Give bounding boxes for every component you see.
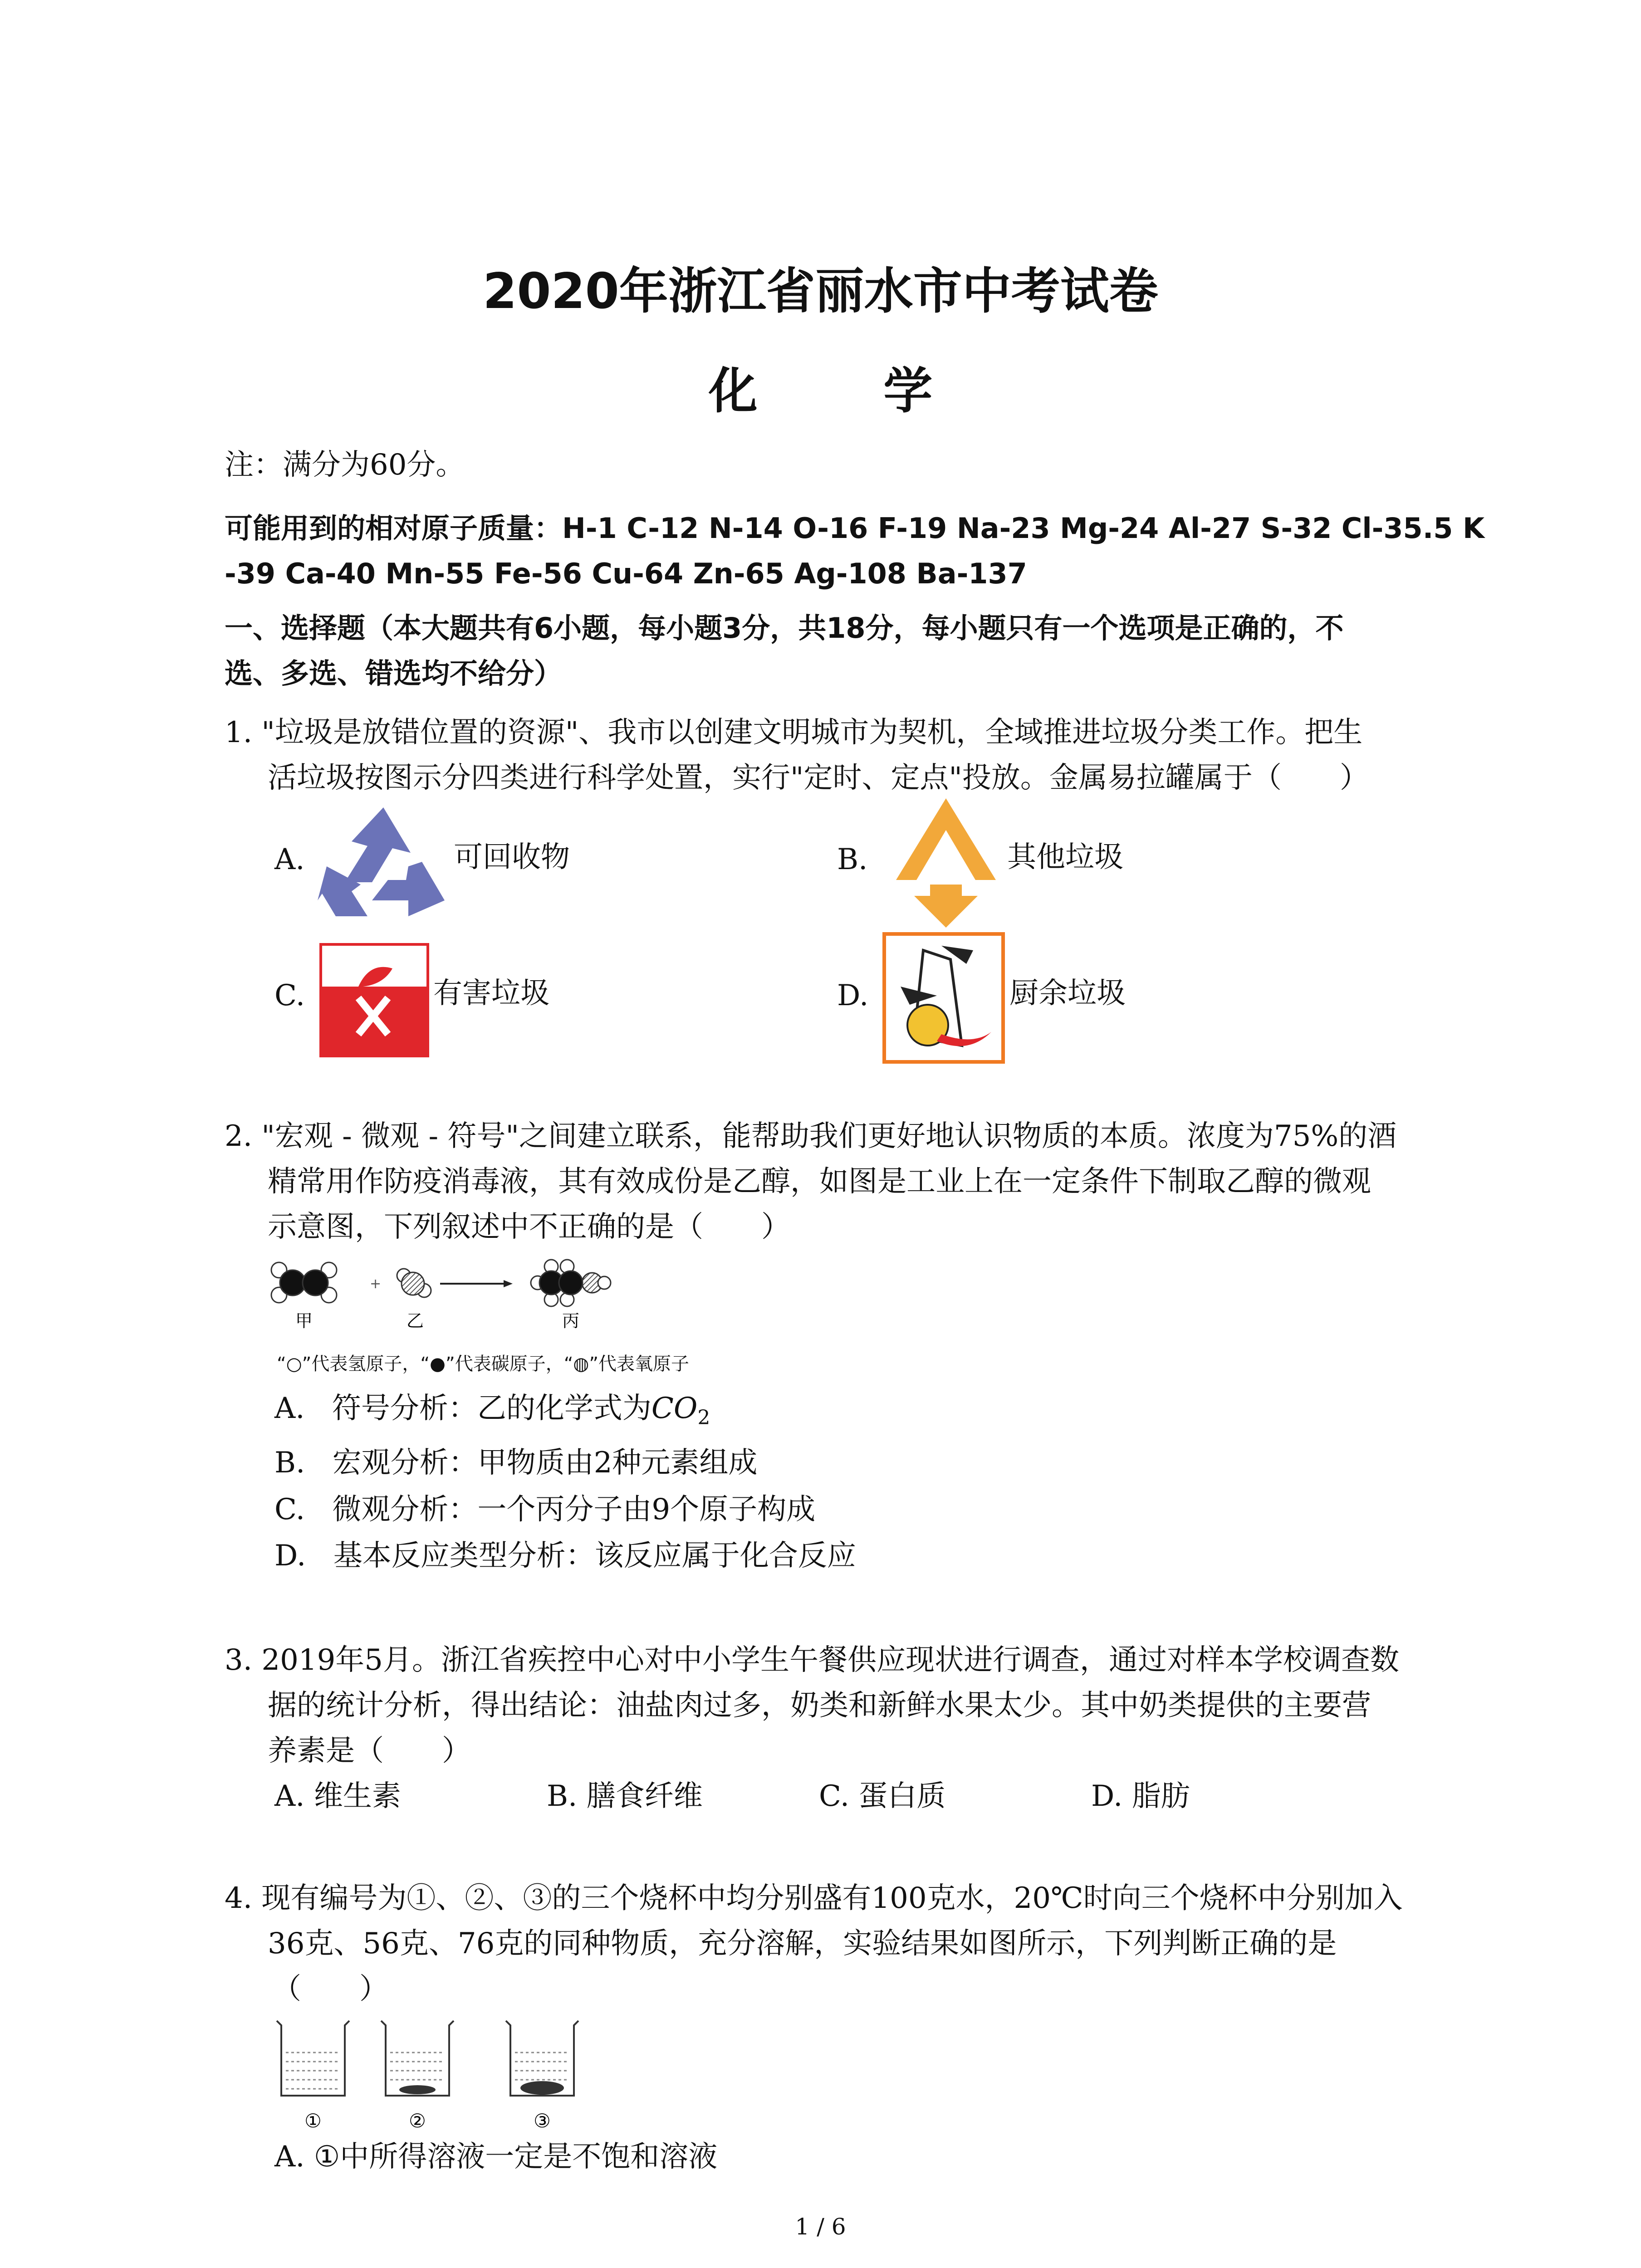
beaker-2: [381, 2021, 454, 2096]
q2-option-a-subscript: 2: [697, 1406, 710, 1429]
q2-option-b: [274, 1440, 757, 1486]
q2-option-c-text: 微观分析：一个丙分子由9个原子构成: [332, 1493, 816, 1526]
section-heading-line2: 选、多选、错选均不给分）: [225, 657, 563, 690]
q4-line3: （ ）: [272, 1972, 388, 2006]
q2-option-b-letter: B.: [274, 1446, 305, 1480]
label-yi: 乙: [406, 1311, 424, 1331]
section-heading-line1: 一、选择题（本大题共有6小题，每小题3分，共18分，每小题只有一个选项是正确的，不: [225, 611, 1344, 645]
q2-line2: 精常用作防疫消毒液，其有效成份是乙醇，如图是工业上在一定条件下制取乙醇的微观: [268, 1165, 1371, 1198]
beaker-label-1: ①: [304, 2110, 322, 2132]
q1-option-a-label: 可回收物: [454, 841, 570, 874]
q2-option-d-text: 基本反应类型分析：该反应属于化合反应: [333, 1539, 856, 1573]
atomic-masses-line2: -39 Ca-40 Mn-55 Fe-56 Cu-64 Zn-65 Ag-108 Ba-137: [225, 557, 1027, 590]
label-bing: 丙: [562, 1311, 580, 1331]
q3-line2: 据的统计分析，得出结论：油盐肉过多，奶类和新鲜水果太少。其中奶类提供的主要营: [268, 1689, 1371, 1722]
beaker-label-2: ②: [409, 2110, 426, 2132]
q1-option-c-letter: C.: [274, 979, 305, 1012]
label-jia: 甲: [295, 1311, 313, 1331]
q2-line1: 2. "宏观 - 微观 - 符号"之间建立联系，能帮助我们更好地认识物质的本质。浓度为75%的酒: [225, 1119, 1397, 1153]
q3-option-a: A. 维生素: [274, 1779, 401, 1813]
q3-option-b: B. 膳食纤维: [547, 1779, 703, 1813]
q1-line1: 1. "垃圾是放错位置的资源"、我市以创建文明城市为契机，全域推进垃圾分类工作。把生: [225, 716, 1363, 749]
q2-option-c: [274, 1487, 815, 1532]
q2-option-c-letter: C.: [274, 1493, 305, 1526]
q1-line2: 活垃圾按图示分四类进行科学处置，实行"定时、定点"投放。金属易拉罐属于（ ）: [268, 761, 1369, 795]
undissolved-solid-3: [520, 2081, 564, 2095]
q1-option-c-label: 有害垃圾: [433, 977, 549, 1010]
q2-option-a-text: 符号分析：乙的化学式为: [332, 1392, 652, 1425]
q1-option-b-label: 其他垃圾: [1007, 841, 1123, 874]
q3-line3: 养素是（ ）: [268, 1734, 471, 1768]
q2-line3: 示意图，下列叙述中不正确的是（ ）: [268, 1210, 790, 1244]
kitchen-waste-icon: [882, 932, 1005, 1064]
ethanol-reaction-diagram: [268, 1261, 676, 1334]
q2-option-a: [274, 1386, 710, 1441]
beaker-label-3: ③: [534, 2110, 551, 2132]
atomic-masses-line1: 可能用到的相对原子质量：H-1 C-12 N-14 O-16 F-19 Na-23 Mg-24 Al-27 S-32 Cl-35.5 K: [225, 512, 1485, 545]
q1-option-a-letter: A.: [274, 843, 305, 876]
q1-option-b-letter: B.: [837, 843, 868, 876]
recycle-icon: [318, 803, 449, 921]
exam-title: 2020年浙江省丽水市中考试卷: [483, 263, 1158, 320]
molecule-jia: [271, 1262, 337, 1303]
undissolved-solid-2: [399, 2085, 436, 2094]
q4-line2: 36克、56克、76克的同种物质，充分溶解，实验结果如图所示，下列判断正确的是: [268, 1927, 1337, 1960]
q2-option-a-formula: CO: [651, 1392, 698, 1425]
q2-option-b-text: 宏观分析：甲物质由2种元素组成: [332, 1446, 758, 1480]
q4-line1: 4. 现有编号为①、②、③的三个烧杯中均分别盛有100克水，20℃时向三个烧杯中分别加入: [225, 1882, 1403, 1915]
q1-option-d-label: 厨余垃圾: [1009, 977, 1126, 1010]
q1-option-d-letter: D.: [837, 979, 869, 1012]
molecule-bing: [531, 1260, 611, 1306]
atom-legend: “○”代表氢原子，“●”代表碳原子，“◍”代表氧原子: [277, 1354, 690, 1374]
molecule-yi: [397, 1269, 431, 1297]
q3-option-d: D. 脂肪: [1091, 1779, 1190, 1813]
score-note: 注：满分为60分。: [225, 448, 465, 482]
page-number: 1 / 6: [795, 2214, 846, 2240]
q2-option-d-letter: D.: [274, 1539, 306, 1573]
q2-option-a-letter: A.: [274, 1392, 305, 1425]
q2-option-d: [274, 1533, 856, 1579]
q3-option-c: C. 蛋白质: [819, 1779, 946, 1813]
subject-title: 化 学: [708, 363, 987, 420]
beaker-1: [277, 2021, 349, 2096]
other-waste-icon: [887, 794, 1005, 930]
beakers-diagram: [270, 2016, 597, 2134]
hazardous-waste-icon: [320, 943, 429, 1057]
q3-line1: 3. 2019年5月。浙江省疾控中心对中小学生午餐供应现状进行调查，通过对样本学校调查数: [225, 1643, 1399, 1677]
plus-sign: +: [370, 1276, 382, 1292]
q4-option-a: A. ①中所得溶液一定是不饱和溶液: [274, 2140, 718, 2174]
